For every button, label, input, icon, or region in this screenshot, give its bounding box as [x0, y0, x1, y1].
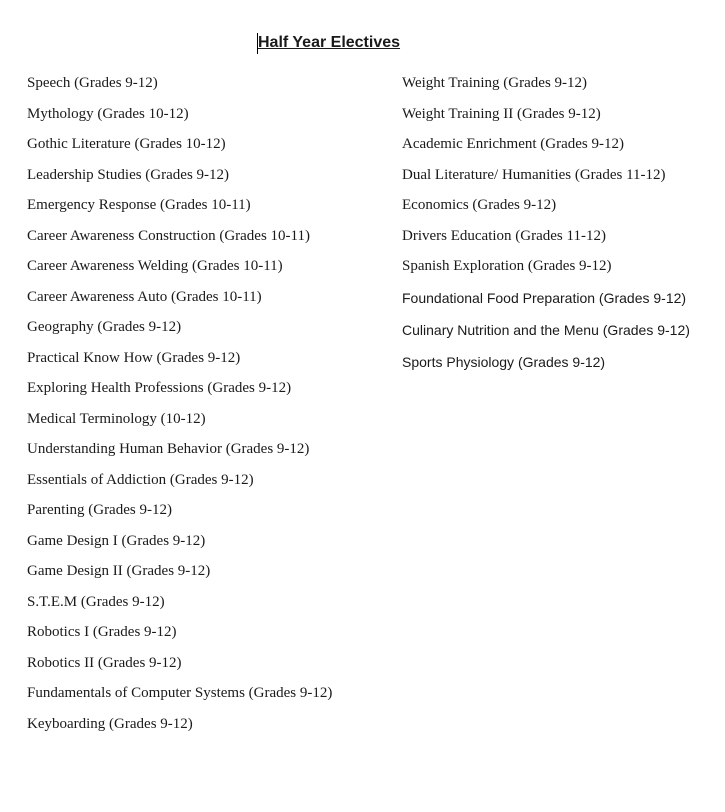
list-item: Robotics I (Grades 9-12): [27, 624, 177, 640]
list-item: Game Design II (Grades 9-12): [27, 563, 211, 579]
list-item: Essentials of Addiction (Grades 9-12): [27, 471, 254, 488]
list-item: Leadership Studies (Grades 9-12): [27, 166, 230, 183]
list-item: Career Awareness Auto (Grades 10-11): [27, 288, 262, 305]
list-item: Economics (Grades 9-12): [402, 197, 557, 213]
list-item: Foundational Food Preparation (Grades 9-12): [402, 289, 687, 306]
list-item: Weight Training (Grades 9-12): [402, 75, 588, 91]
list-item: Understanding Human Behavior (Grades 9-12): [27, 441, 310, 457]
document-title: Half Year Electives: [258, 34, 401, 51]
list-item: Sports Physiology (Grades 9-12): [402, 353, 606, 370]
list-item: Parenting (Grades 9-12): [27, 502, 172, 518]
list-item: Gothic Literature (Grades 10-12): [27, 136, 226, 152]
list-item: Practical Know How (Grades 9-12): [27, 349, 241, 366]
list-item: Culinary Nutrition and the Menu (Grades 9-12): [402, 321, 690, 338]
list-item: Drivers Education (Grades 11-12): [402, 227, 606, 244]
list-item: Geography (Grades 9-12): [27, 319, 182, 335]
left-electives-list: [27, 72, 332, 743]
list-item: Dual Literature/ Humanities (Grades 11-12): [402, 166, 666, 183]
list-item: Academic Enrichment (Grades 9-12): [402, 136, 624, 152]
list-item: Speech (Grades 9-12): [27, 75, 158, 91]
list-item: Robotics II (Grades 9-12): [27, 654, 182, 671]
list-item: Career Awareness Construction (Grades 10-11): [27, 227, 310, 244]
list-item: Emergency Response (Grades 10-11): [27, 197, 251, 213]
right-electives-list: [402, 72, 690, 383]
list-item: Career Awareness Welding (Grades 10-11): [27, 258, 283, 274]
list-item: Fundamentals of Computer Systems (Grades 9-12): [27, 685, 333, 701]
list-item: Game Design I (Grades 9-12): [27, 532, 206, 549]
list-item: Keyboarding (Grades 9-12): [27, 715, 193, 732]
list-item: Weight Training II (Grades 9-12): [402, 105, 601, 122]
list-item: Medical Terminology (10-12): [27, 410, 206, 427]
list-item: Exploring Health Professions (Grades 9-12): [27, 380, 292, 396]
list-item: Spanish Exploration (Grades 9-12): [402, 258, 612, 274]
list-item: Mythology (Grades 10-12): [27, 105, 189, 122]
list-item: S.T.E.M (Grades 9-12): [27, 593, 165, 610]
